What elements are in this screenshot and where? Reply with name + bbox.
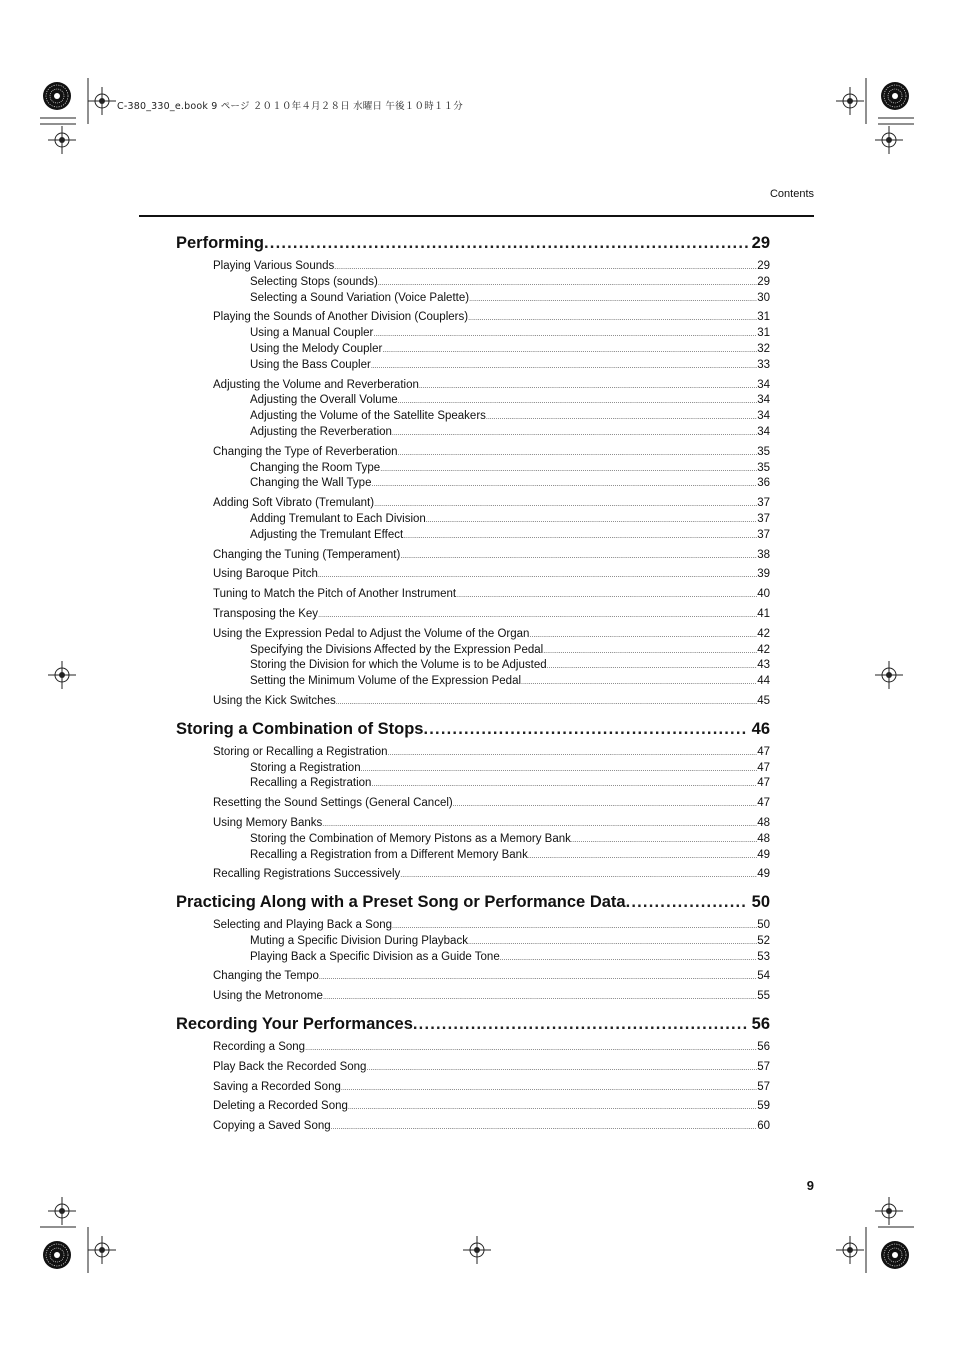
toc-entry[interactable] (176, 695, 770, 711)
entry-title: Playing Back a Specific Division as a Guide Tone (250, 950, 500, 963)
entry-title: Changing the Room Type (250, 461, 381, 474)
dot-leader (529, 632, 757, 639)
dot-leader (374, 501, 757, 508)
entry-page: 31 (757, 327, 770, 340)
entry-title: Recalling a Registration (250, 777, 372, 790)
dot-leader (318, 572, 757, 579)
dot-leader (419, 383, 757, 390)
dot-leader (426, 517, 757, 524)
dot-leader (323, 994, 757, 1001)
table-of-contents (176, 234, 770, 1145)
entry-page: 43 (757, 659, 770, 672)
entry-title: Recalling Registrations Successively (213, 868, 401, 881)
entry-page: 42 (757, 643, 770, 656)
entry-page: 42 (757, 627, 770, 640)
toc-entry[interactable] (176, 1100, 770, 1116)
entry-page: 53 (757, 950, 770, 963)
toc-entry[interactable] (176, 797, 770, 813)
dot-leader (392, 923, 757, 930)
entry-page: 49 (757, 848, 770, 861)
toc-entry[interactable] (176, 394, 770, 410)
toc-entry[interactable] (176, 343, 770, 359)
toc-entry[interactable] (176, 675, 770, 691)
dot-leader (318, 612, 757, 619)
toc-entry[interactable] (176, 513, 770, 529)
entry-title: Storing or Recalling a Registration (213, 745, 388, 758)
entry-page: 29 (757, 275, 770, 288)
entry-title: Selecting and Playing Back a Song (213, 919, 393, 932)
dot-leader (400, 872, 757, 879)
entry-page: 47 (757, 797, 770, 810)
dot-leader (319, 974, 757, 981)
entry-page: 44 (757, 675, 770, 688)
dot-leader (373, 331, 757, 338)
entry-title: Playing the Sounds of Another Division (Couplers) (213, 311, 469, 324)
entry-title: Adjusting the Volume of the Satellite Speakers (250, 410, 486, 423)
section-heading[interactable] (176, 893, 770, 915)
entry-page: 31 (757, 311, 770, 324)
entry-title: Selecting a Sound Variation (Voice Palette) (250, 291, 470, 304)
entry-title: Transposing the Key (213, 607, 319, 620)
entry-title: Recording a Song (213, 1041, 306, 1054)
dot-leader (348, 1104, 757, 1111)
dot-leader (500, 955, 757, 962)
entry-title: Muting a Specific Division During Playback (250, 934, 468, 947)
entry-page: 48 (757, 816, 770, 829)
dot-leader (388, 750, 758, 757)
dot-leader (423, 720, 747, 739)
entry-title: Changing the Tempo (213, 970, 319, 983)
entry-title: Using the Bass Coupler (250, 358, 371, 371)
entry-title: Adjusting the Reverberation (250, 425, 392, 438)
entry-title: Copying a Saved Song (213, 1120, 331, 1133)
toc-entry[interactable] (176, 529, 770, 545)
toc-entry[interactable] (176, 644, 770, 660)
dot-leader (547, 663, 758, 670)
entry-title: Changing the Type of Reverberation (213, 445, 398, 458)
toc-entry[interactable] (176, 311, 770, 327)
entry-page: 35 (757, 445, 770, 458)
entry-title: Selecting Stops (sounds) (250, 275, 378, 288)
entry-title: Deleting a Recorded Song (213, 1100, 348, 1113)
entry-page: 37 (757, 512, 770, 525)
section-title: Storing a Combination of Stops (176, 719, 424, 738)
toc-entry[interactable] (176, 549, 770, 565)
toc-entry[interactable] (176, 608, 770, 624)
toc-entry[interactable] (176, 817, 770, 833)
entry-title: Tuning to Match the Pitch of Another Instrument (213, 588, 457, 601)
header-rule (139, 215, 814, 217)
dot-leader (521, 679, 757, 686)
entry-page: 34 (757, 378, 770, 391)
toc-entry[interactable] (176, 1081, 770, 1097)
toc-section (176, 234, 770, 711)
toc-entry[interactable] (176, 868, 770, 884)
entry-page: 54 (757, 970, 770, 983)
entry-title: Changing the Tuning (Temperament) (213, 548, 401, 561)
dot-leader (398, 398, 758, 405)
entry-page: 35 (757, 461, 770, 474)
entry-title: Using the Metronome (213, 990, 323, 1003)
entry-title: Adjusting the Tremulant Effect (250, 528, 404, 541)
dot-leader (468, 315, 757, 322)
section-heading[interactable] (176, 234, 770, 256)
entry-page: 57 (757, 1080, 770, 1093)
entry-title: Saving a Recorded Song (213, 1080, 341, 1093)
entry-page: 55 (757, 990, 770, 1003)
entry-title: Storing the Division for which the Volume is to be Adjusted (250, 659, 547, 672)
toc-entry[interactable] (176, 568, 770, 584)
toc-entry[interactable] (176, 849, 770, 865)
section-title: Performing (176, 234, 265, 252)
toc-entry[interactable] (176, 446, 770, 462)
entry-page: 29 (757, 260, 770, 272)
entry-title: Adjusting the Volume and Reverberation (213, 378, 419, 391)
toc-section (176, 893, 770, 1006)
toc-entry[interactable] (176, 762, 770, 778)
dot-leader (382, 347, 757, 354)
dot-leader (331, 1124, 758, 1131)
entry-page: 41 (757, 607, 770, 620)
entry-title: Using a Manual Coupler (250, 327, 374, 340)
toc-entry[interactable] (176, 260, 770, 276)
section-page: 56 (751, 1015, 770, 1034)
toc-section (176, 1015, 770, 1136)
dot-leader (392, 430, 757, 437)
entry-title: Using the Kick Switches (213, 694, 336, 707)
entry-page: 40 (757, 588, 770, 601)
dot-leader (469, 296, 757, 303)
section-heading[interactable] (176, 1015, 770, 1037)
dot-leader (400, 553, 757, 560)
dot-leader (626, 893, 748, 912)
entry-title: Storing the Combination of Memory Pistons as a Memory Bank (250, 832, 571, 845)
toc-entry[interactable] (176, 935, 770, 951)
dot-leader (341, 1085, 757, 1092)
toc-entry[interactable] (176, 462, 770, 478)
toc-section (176, 720, 770, 884)
entry-title: Adding Tremulant to Each Division (250, 512, 426, 525)
entry-page: 47 (757, 761, 770, 774)
dot-leader (371, 781, 757, 788)
dot-leader (361, 766, 758, 773)
entry-title: Specifying the Divisions Affected by the Expression Pedal (250, 643, 544, 656)
entry-title: Storing a Registration (250, 761, 361, 774)
entry-page: 32 (757, 342, 770, 355)
toc-entry[interactable] (176, 628, 770, 644)
toc-entry[interactable] (176, 588, 770, 604)
dot-leader (453, 801, 757, 808)
section-page: 46 (751, 719, 770, 738)
entry-page: 49 (757, 868, 770, 881)
toc-entry[interactable] (176, 1120, 770, 1136)
toc-entry[interactable] (176, 833, 770, 849)
dot-leader (486, 414, 757, 421)
toc-entry[interactable] (176, 359, 770, 375)
toc-entry[interactable] (176, 919, 770, 935)
entry-title: Using the Melody Coupler (250, 342, 383, 355)
entry-title: Using Baroque Pitch (213, 568, 318, 581)
toc-entry[interactable] (176, 951, 770, 967)
dot-leader (366, 1065, 757, 1072)
entry-page: 34 (757, 410, 770, 423)
entry-page: 48 (757, 832, 770, 845)
section-title: Practicing Along with a Preset Song or Performance Data (176, 893, 626, 912)
dot-leader (371, 363, 757, 370)
toc-entry[interactable] (176, 327, 770, 343)
entry-page: 34 (757, 425, 770, 438)
dot-leader (380, 466, 757, 473)
entry-page: 60 (757, 1120, 770, 1133)
dot-leader (398, 450, 758, 457)
dot-leader (264, 234, 748, 253)
toc-entry[interactable] (176, 477, 770, 493)
entry-title: Play Back the Recorded Song (213, 1060, 367, 1073)
entry-page: 47 (757, 745, 770, 758)
entry-page: 52 (757, 934, 770, 947)
page-number: 9 (806, 1178, 814, 1193)
entry-title: Using the Expression Pedal to Adjust the Volume of the Organ (213, 627, 530, 640)
entry-page: 56 (757, 1041, 770, 1054)
entry-title: Using Memory Banks (213, 816, 323, 829)
toc-entry[interactable] (176, 410, 770, 426)
toc-entry[interactable] (176, 292, 770, 308)
section-page: 29 (751, 234, 770, 252)
entry-page: 37 (757, 497, 770, 510)
section-heading[interactable] (176, 720, 770, 742)
dot-leader (334, 264, 757, 271)
entry-page: 33 (757, 358, 770, 371)
dot-leader (403, 533, 757, 540)
toc-entry[interactable] (176, 276, 770, 292)
book-file-info: C-380_330_e.book 9 ページ ２０１０年４月２８日 水曜日 午後１０時１１分 (117, 101, 464, 112)
entry-title: Resetting the Sound Settings (General Cancel) (213, 797, 453, 810)
entry-title: Playing Various Sounds (213, 260, 335, 272)
entry-page: 38 (757, 548, 770, 561)
dot-leader (543, 648, 757, 655)
dot-leader (571, 837, 757, 844)
toc-entry[interactable] (176, 379, 770, 395)
entry-title: Adding Soft Vibrato (Tremulant) (213, 497, 375, 510)
dot-leader (456, 592, 757, 599)
dot-leader (378, 280, 757, 287)
toc-entry[interactable] (176, 990, 770, 1006)
running-title: Contents (769, 188, 814, 200)
entry-page: 45 (757, 694, 770, 707)
dot-leader (371, 481, 757, 488)
toc-entry[interactable] (176, 497, 770, 513)
entry-page: 59 (757, 1100, 770, 1113)
dot-leader (322, 821, 757, 828)
toc-entry[interactable] (176, 777, 770, 793)
section-page: 50 (751, 893, 770, 912)
toc-entry[interactable] (176, 426, 770, 442)
entry-page: 36 (757, 477, 770, 490)
section-title: Recording Your Performances (176, 1015, 413, 1034)
entry-title: Adjusting the Overall Volume (250, 394, 398, 407)
entry-title: Recalling a Registration from a Different Memory Bank (250, 848, 528, 861)
dot-leader (528, 853, 757, 860)
dot-leader (468, 939, 757, 946)
toc-entry[interactable] (176, 1061, 770, 1077)
toc-entry[interactable] (176, 970, 770, 986)
toc-entry[interactable] (176, 746, 770, 762)
entry-page: 30 (757, 291, 770, 304)
toc-entry[interactable] (176, 1041, 770, 1057)
entry-page: 39 (757, 568, 770, 581)
dot-leader (413, 1015, 748, 1034)
dot-leader (305, 1045, 757, 1052)
toc-entry[interactable] (176, 659, 770, 675)
entry-title: Setting the Minimum Volume of the Expression Pedal (250, 675, 522, 688)
entry-page: 50 (757, 919, 770, 932)
entry-page: 47 (757, 777, 770, 790)
entry-page: 34 (757, 394, 770, 407)
entry-title: Changing the Wall Type (250, 477, 372, 490)
dot-leader (336, 699, 757, 706)
entry-page: 57 (757, 1060, 770, 1073)
entry-page: 37 (757, 528, 770, 541)
